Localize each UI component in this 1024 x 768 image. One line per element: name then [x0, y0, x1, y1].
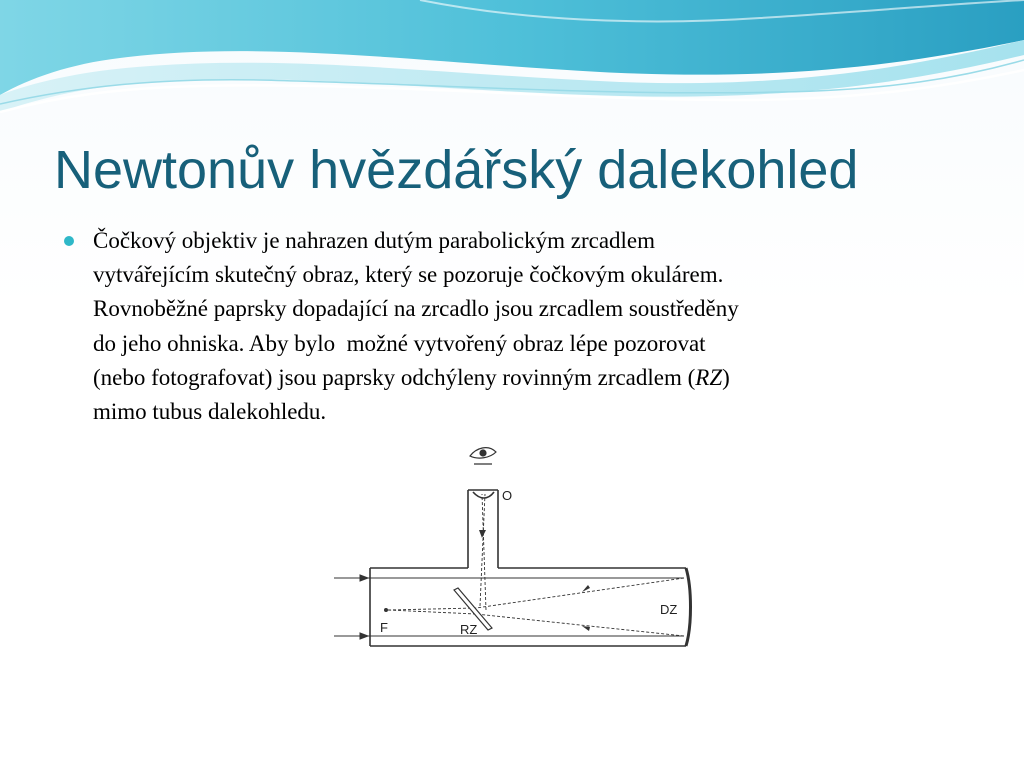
bullet-list: [64, 224, 964, 429]
main-tube: [370, 568, 691, 646]
label-rz: RZ: [460, 622, 478, 637]
label-dz: DZ: [660, 602, 678, 617]
header-wave-decoration: [0, 0, 1024, 130]
bullet-text-line-2: vytvářejícím skutečný obraz, který se pozoruje čočkovým okulárem.: [93, 262, 724, 288]
bullet-text-line-1: Čočkový objektiv je nahrazen dutým parabolickým zrcadlem: [93, 228, 656, 253]
telescope-diagram-svg: [330, 438, 702, 656]
ray-arrows: [479, 530, 590, 631]
bullet-text-line-5-end: ): [722, 364, 730, 390]
list-item: [64, 224, 964, 429]
eye-icon: [470, 448, 496, 464]
label-o: O: [502, 488, 513, 503]
reflected-rays: [388, 494, 684, 636]
label-f: F: [380, 620, 388, 635]
bullet-text-line-5: (nebo fotografovat) jsou paprsky odchýleny rovinným zrcadlem (: [93, 364, 696, 390]
bullet-icon: [64, 236, 74, 246]
bullet-text-line-6: mimo tubus dalekohledu.: [93, 399, 327, 425]
bullet-text-rz-italic: RZ: [695, 364, 723, 390]
page-title: Newtonův hvězdářský dalekohled: [54, 140, 859, 200]
telescope-diagram: [330, 438, 702, 656]
focus-point: [384, 608, 388, 612]
bullet-text-line-3: Rovnoběžné paprsky dopadající na zrcadlo jsou zrcadlem soustředěny: [93, 296, 739, 322]
bullet-text-line-4: do jeho ohniska. Aby bylo možné vytvořený obraz lépe pozorovat: [93, 330, 706, 356]
